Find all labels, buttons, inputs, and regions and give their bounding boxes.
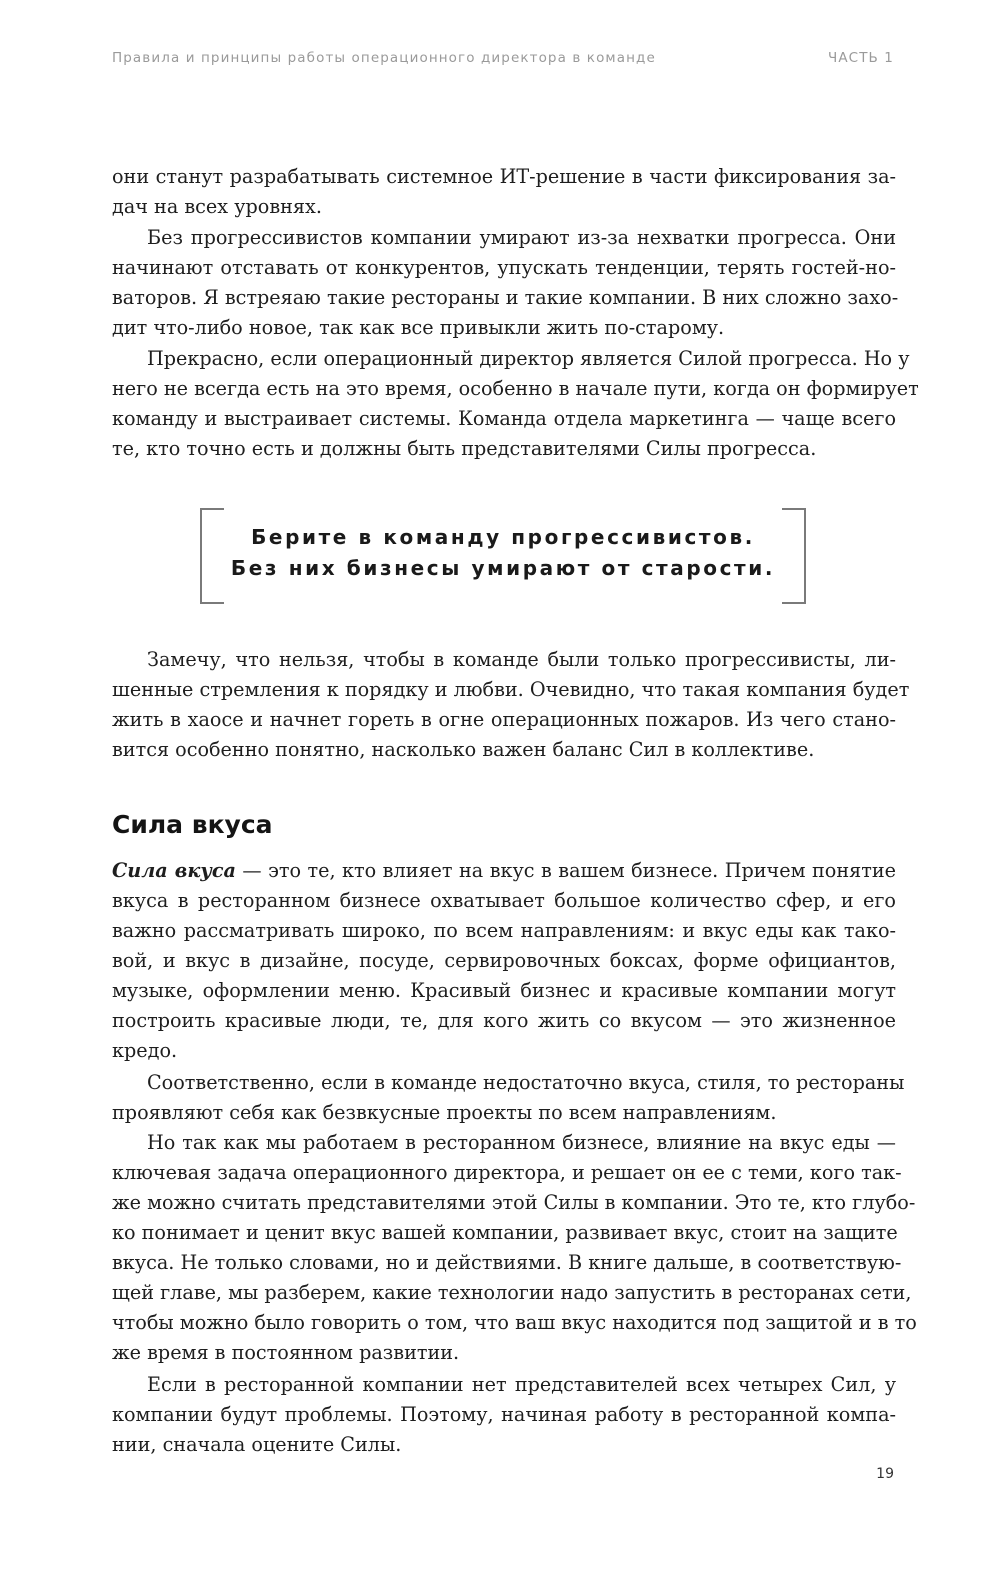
running-title: Правила и принципы работы операционного директора в команде (112, 50, 656, 66)
text-line: вой, и вкус в дизайне, посуде, сервировочных боксах, форме официантов, (112, 949, 896, 972)
text-line: же можно считать представителями этой Силы в компании. Это те, кто глубо- (112, 1191, 916, 1214)
page-number: 19 (876, 1466, 894, 1482)
term-highlight: Сила вкуса (112, 859, 236, 882)
text-line: Прекрасно, если операционный директор является Силой прогресса. Но у (147, 347, 910, 370)
paragraph-continuation (112, 162, 896, 222)
text-line: жить в хаосе и начнет гореть в огне операционных пожаров. Из чего стано- (112, 708, 896, 731)
text-line: же время в постоянном развитии. (112, 1341, 460, 1364)
text-line: щей главе, мы разберем, какие технологии надо запустить в ресторанах сети, (112, 1281, 912, 1304)
text-line: вится особенно понятно, насколько важен баланс Сил в коллективе. (112, 738, 815, 761)
text-line: музыке, оформлении меню. Красивый бизнес и красивые компании могут (112, 979, 896, 1002)
text-line: Но так как мы работаем в ресторанном бизнесе, влияние на вкус еды — (147, 1131, 896, 1154)
text-line: Соответственно, если в команде недостаточно вкуса, стиля, то рестораны (147, 1071, 905, 1094)
text-line: него не всегда есть на это время, особенно в начале пути, когда он формирует (112, 377, 919, 400)
text-line: начинают отставать от конкурентов, упускать тенденции, терять гостей-но- (112, 256, 896, 279)
text-line: ко понимает и ценит вкус вашей компании, развивает вкус, стоит на защите (112, 1221, 898, 1244)
section-intro-paragraph (112, 856, 896, 1066)
section-heading: Сила вкуса (112, 810, 273, 839)
text-line: Если в ресторанной компании нет представителей всех четырех Сил, у (147, 1373, 896, 1396)
quote-line: Без них бизнесы умирают от старости. (230, 556, 776, 580)
text-line: кредо. (112, 1039, 178, 1062)
quote-line: Берите в команду прогрессивистов. (251, 525, 755, 549)
paragraph (112, 1370, 896, 1460)
text-line: команду и выстраивает системы. Команда отдела маркетинга — чаще всего (112, 407, 896, 430)
text-line: важно рассматривать широко, по всем направлениям: и вкус еды как тако- (112, 919, 896, 942)
text-line: ваторов. Я встреяаю такие рестораны и такие компании. В них сложно захо- (112, 286, 899, 309)
text-line: проявляют себя как безвкусные проекты по всем направлениям. (112, 1101, 777, 1124)
text-line: вкуса в ресторанном бизнесе охватывает большое количество сфер, и его (112, 889, 896, 912)
text-line: они станут разрабатывать системное ИТ-решение в части фиксирования за- (112, 165, 896, 188)
text-line: дит что-либо новое, так как все привыкли жить по-старому. (112, 316, 725, 339)
paragraph (112, 645, 910, 765)
text-line: шенные стремления к порядку и любви. Очевидно, что такая компания будет (112, 678, 910, 701)
paragraph (112, 1128, 917, 1368)
text-line: компании будут проблемы. Поэтому, начиная работу в ресторанной компа- (112, 1403, 896, 1426)
paragraph (112, 223, 899, 343)
part-label: ЧАСТЬ 1 (827, 50, 894, 66)
text-fragment: — это те, кто влияет на вкус в вашем бизнесе. Причем понятие (235, 859, 896, 882)
text-line: нии, сначала оцените Силы. (112, 1433, 402, 1456)
quote-text (200, 522, 806, 584)
text-line: те, кто точно есть и должны быть представителями Силы прогресса. (112, 437, 817, 460)
text-line: построить красивые люди, те, для кого жить со вкусом — это жизненное (112, 1009, 896, 1032)
text-line: ключевая задача операционного директора, и решает он ее с теми, кого так- (112, 1161, 902, 1184)
paragraph (112, 1068, 905, 1128)
text-line (112, 856, 896, 886)
pull-quote (200, 508, 806, 602)
paragraph (112, 344, 919, 464)
text-line: дач на всех уровнях. (112, 195, 322, 218)
text-line: Замечу, что нельзя, чтобы в команде были только прогрессивисты, ли- (147, 648, 896, 671)
text-line: вкуса. Не только словами, но и действиями. В книге дальше, в соответствую- (112, 1251, 902, 1274)
text-line: Без прогрессивистов компании умирают из-за нехватки прогресса. Они (147, 226, 896, 249)
text-line: чтобы можно было говорить о том, что ваш вкус находится под защитой и в то (112, 1311, 917, 1334)
